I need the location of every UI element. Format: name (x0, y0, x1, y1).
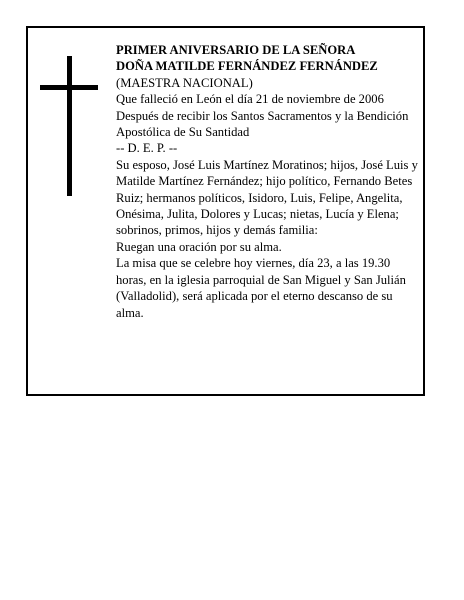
notice-profession: (MAESTRA NACIONAL) (116, 75, 253, 90)
notice-text (116, 42, 421, 321)
notice-sacraments: Después de recibir los Santos Sacramentos y la Bendición Apostólica de Su Santidad (116, 108, 409, 140)
notice-rip: -- D. E. P. -- (116, 141, 178, 156)
notice-prayer: Ruegan una oración por su alma. (116, 239, 282, 254)
notice-mass: La misa que se celebre hoy viernes, día 23, a las 19.30 horas, en la iglesia parroquial de San Miguel y San Julián (Valladolid), será aplicada por el eterno descanso de su alma. (116, 256, 406, 320)
obituary-notice (26, 26, 425, 396)
cross-horizontal-bar (40, 85, 98, 90)
notice-title-line2: DOÑA MATILDE FERNÁNDEZ FERNÁNDEZ (116, 59, 378, 74)
notice-title-line1: PRIMER ANIVERSARIO DE LA SEÑORA (116, 43, 356, 57)
cross-vertical-bar (67, 56, 72, 196)
notice-death-line: Que falleció en León el día 21 de noviembre de 2006 (116, 92, 384, 107)
notice-family: Su esposo, José Luis Martínez Moratinos; hijos, José Luis y Matilde Martínez Fernández; hijo político, Fernando Betes Ruiz; hermanos políticos, Isidoro, Luis, Felipe, Angelita, Onésima, Julita, Dolores y Lucas; nietas, Lucía y Elena; sobrinos, primos, hijos y demás familia: (116, 157, 418, 238)
